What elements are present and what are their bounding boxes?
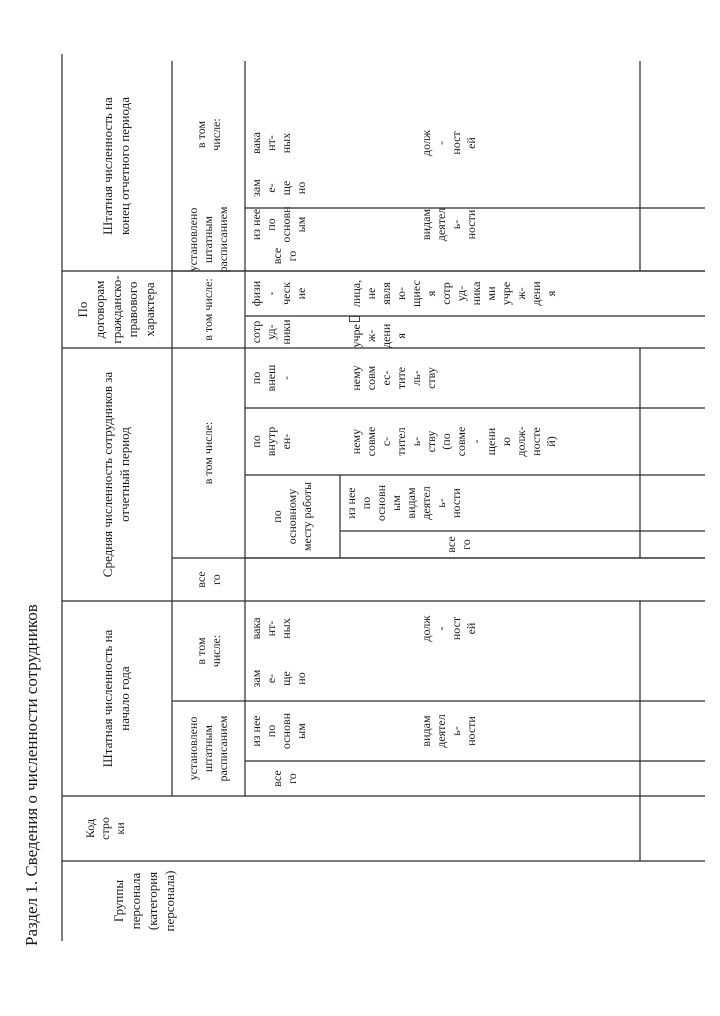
header-contracts-in-that: в том числе: bbox=[201, 278, 215, 341]
header-end-filled: зам е- ще но bbox=[249, 179, 308, 197]
header-end-main-kind: из нее по основн ым bbox=[249, 206, 308, 243]
header-external-cont: нему совм ес- тите ль- ству bbox=[349, 365, 438, 391]
header-average: Средняя численность сотрудников за отчетный период bbox=[100, 371, 132, 578]
header-end-total: все го bbox=[270, 247, 299, 265]
header-main-kind: из нее по основн ым bbox=[249, 712, 308, 750]
header-individuals: физи - ческ ие bbox=[249, 280, 308, 307]
header-external: по внеш - bbox=[249, 364, 293, 392]
header-avg-place-total: все го bbox=[444, 536, 473, 553]
header-avg-total: все го bbox=[193, 571, 223, 588]
checkbox-mark-icon bbox=[349, 316, 360, 322]
header-total: все го bbox=[270, 770, 299, 787]
header-avg-main-place: по основному месту работы bbox=[270, 481, 314, 552]
header-own-staff: сотр уд- ники bbox=[249, 319, 293, 345]
header-contracts: По договорам гражданско- правового характера bbox=[74, 275, 158, 344]
header-main-kind-cont: видам деятел ь- ности bbox=[419, 714, 478, 748]
header-end-established: установлено штатным расписанием bbox=[186, 206, 230, 273]
header-staff-end: Штатная численность на конец отчетного периода bbox=[100, 97, 132, 235]
header-internal-cont: нему совме с- тител ь- ству (по совме - щени ю долж- носте й) bbox=[349, 426, 558, 457]
header-vacant: вака нт- ных bbox=[249, 617, 293, 640]
header-in-that: в том числе: bbox=[193, 634, 223, 668]
header-filled: зам е- ще но bbox=[249, 669, 308, 688]
header-end-vacant: вака нт- ных bbox=[249, 132, 293, 154]
header-code: Код стро ки bbox=[82, 817, 127, 840]
header-groups: Группы персонала (категория персонала) bbox=[111, 870, 177, 932]
header-end-in-that: в том числе: bbox=[193, 118, 223, 151]
header-internal: по внутр ен- bbox=[249, 426, 293, 457]
header-end-vacant-cont: долж - ност ей bbox=[419, 129, 478, 157]
own-staff-cont-text: учре ж- дени я bbox=[349, 323, 408, 348]
header-own-staff-cont bbox=[345, 316, 445, 348]
header-established: установлено штатным расписанием bbox=[186, 715, 230, 782]
header-individuals-cont: лица, не явля ю- щиес я сотр уд- ника ми учре ж- дени я bbox=[349, 279, 558, 308]
header-vacant-cont: долж - ност ей bbox=[419, 615, 478, 642]
header-avg-in-that: в том числе: bbox=[201, 421, 215, 485]
header-avg-main-kind: из нее по основн ым видам деятел ь- ности bbox=[344, 484, 463, 522]
header-staff-start: Штатная численность на начало года bbox=[100, 629, 132, 768]
section-title: Раздел 1. Сведения о численности сотрудников bbox=[22, 604, 41, 946]
header-end-main-kind-cont: видам деятел ь- ности bbox=[419, 207, 478, 242]
